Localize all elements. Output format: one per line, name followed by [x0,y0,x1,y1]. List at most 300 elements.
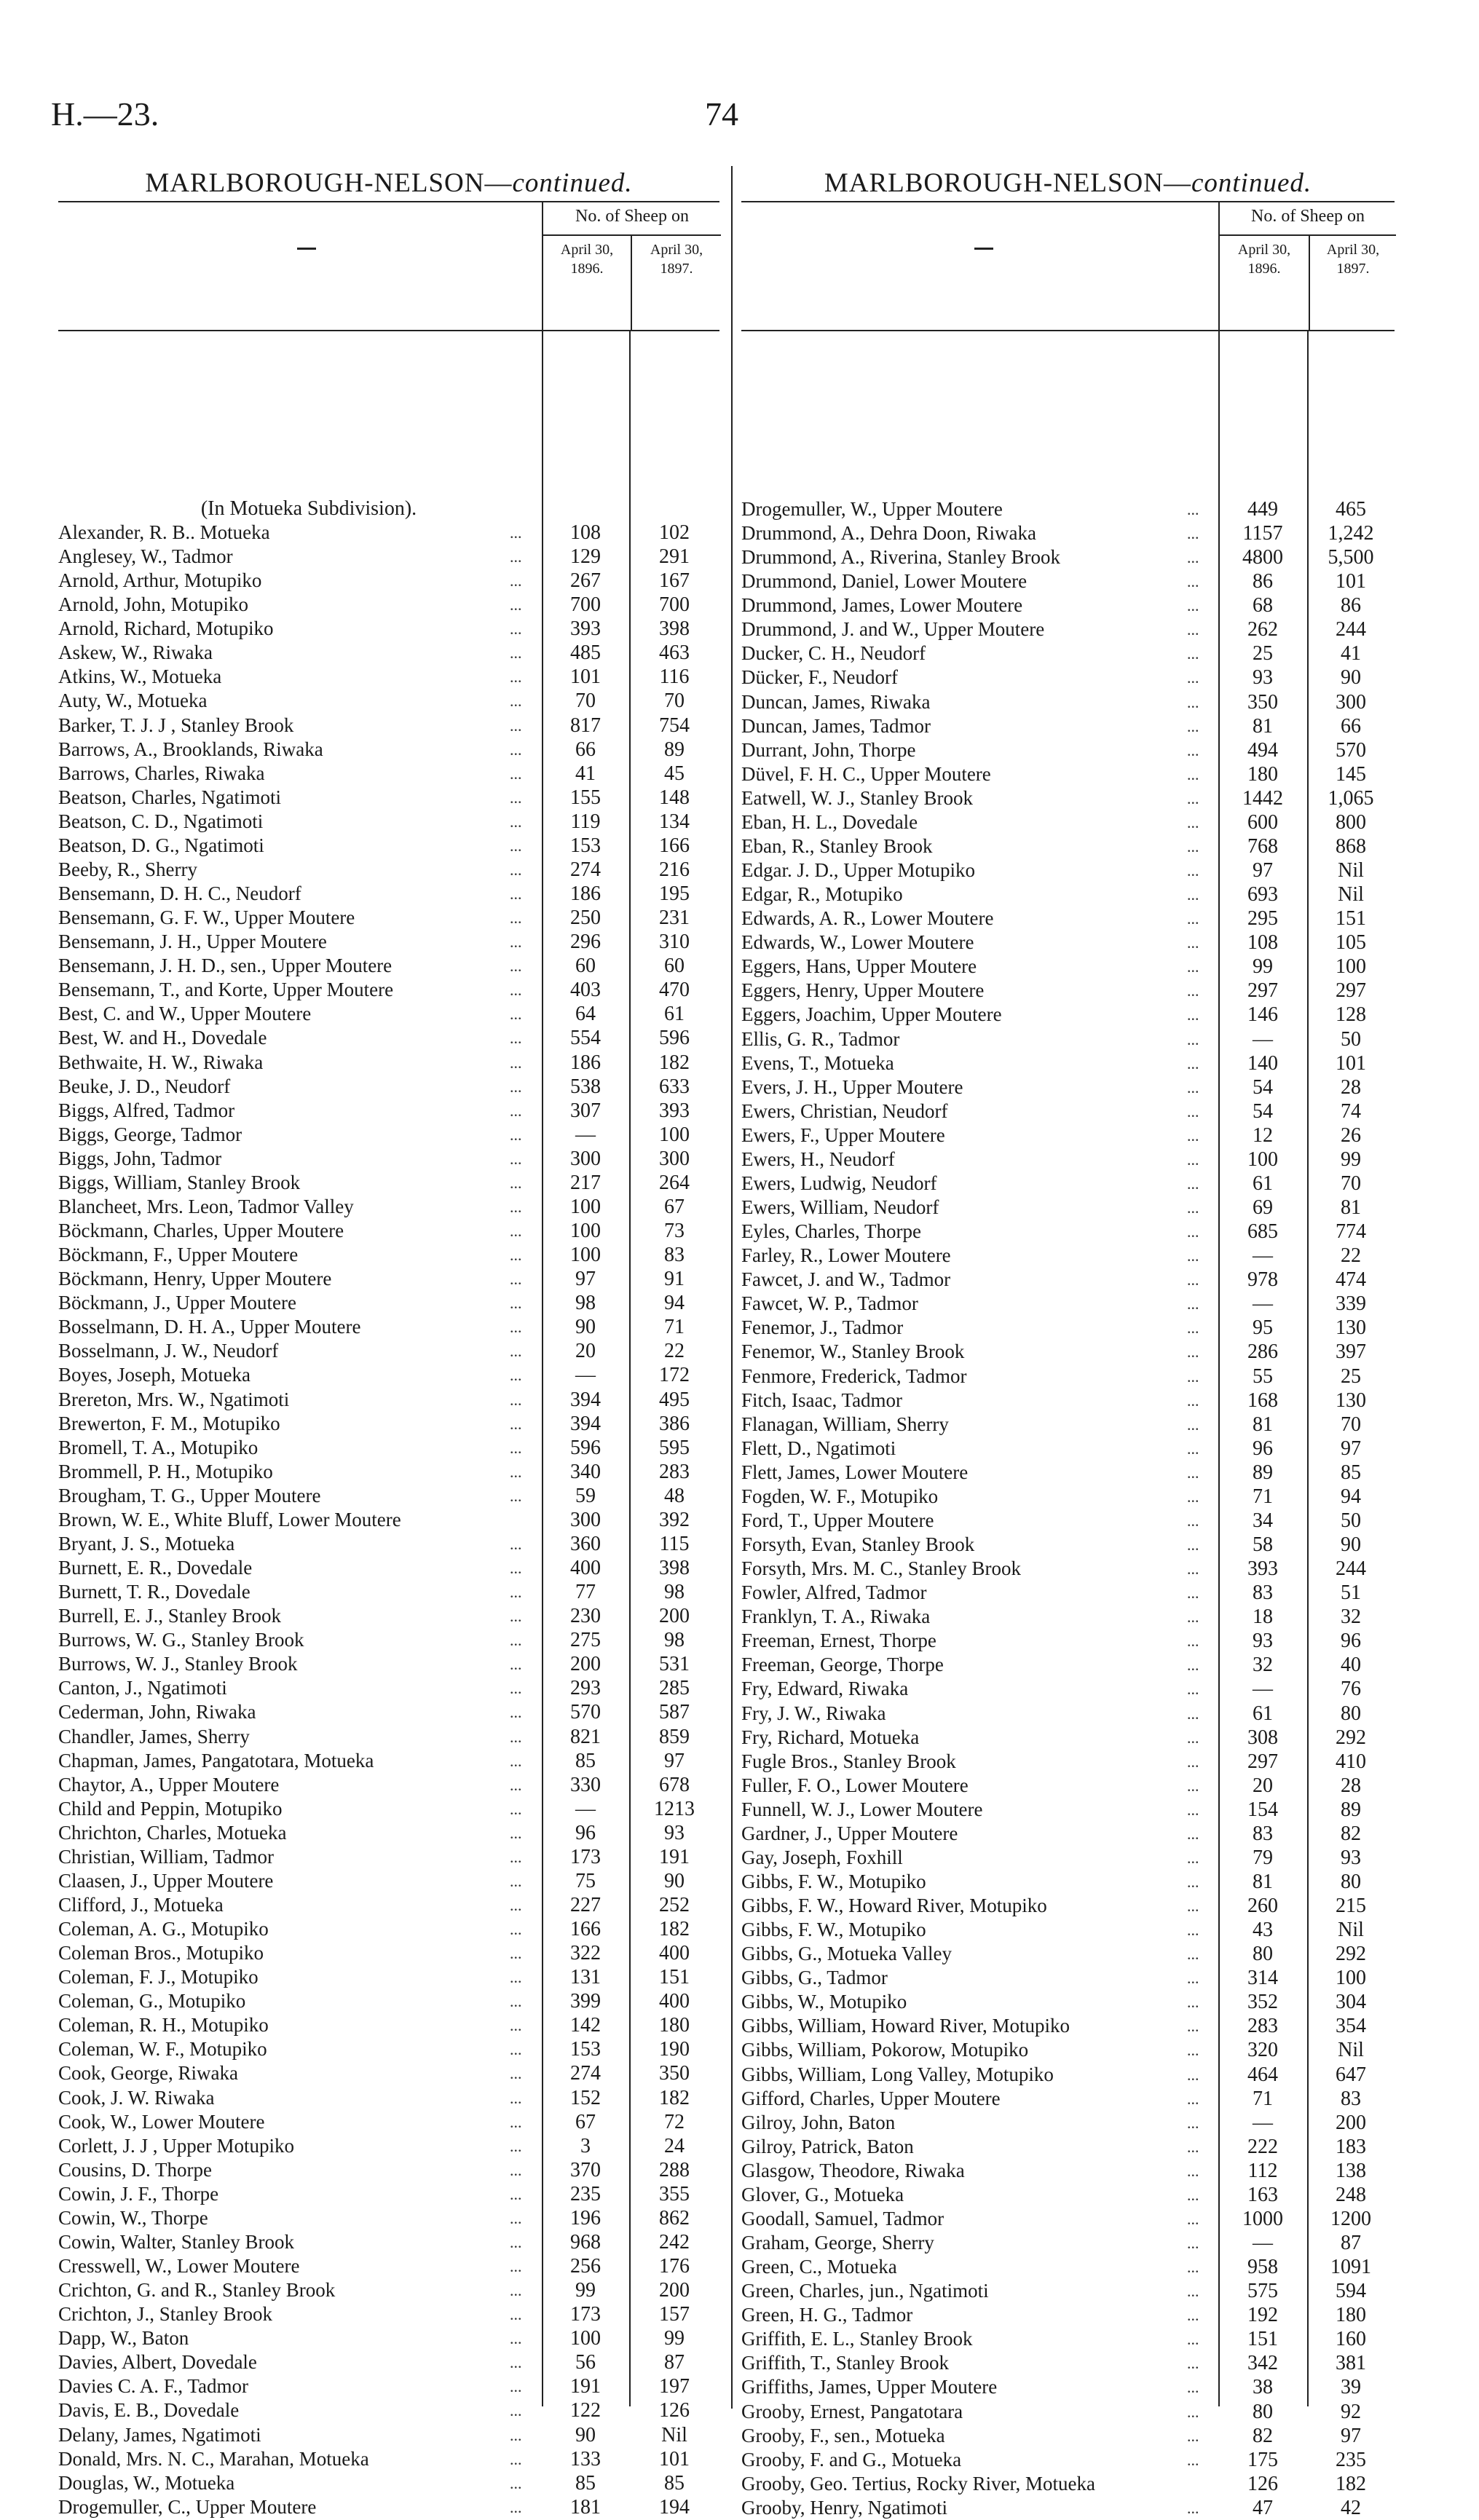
sheep-1897: 90 [664,1869,685,1892]
sheep-1897: 145 [1336,762,1366,786]
sheep-1897: 587 [659,1701,690,1724]
sheep-1897: 310 [659,931,690,954]
owner-name: Drummond, A., Riverina, Stanley Brook [741,546,1060,569]
table-row [741,2448,1395,2472]
sheep-1896: 191 [570,2375,601,2398]
sheep-1896: 68 [1253,594,1273,617]
table-row [741,714,1395,738]
sheep-1896: 153 [570,834,601,857]
table-row [58,1604,719,1628]
table-row [741,1292,1395,1316]
table-row [741,1822,1395,1846]
sheep-1896: 99 [575,2279,596,2302]
leader-dots: ... [510,2377,522,2396]
sheep-1896: 399 [570,1990,601,2013]
leader-dots: ... [510,740,522,759]
page-number: 74 [705,95,738,133]
sheep-1896: 554 [570,1027,601,1050]
leader-dots: ... [1187,1848,1199,1867]
sheep-1896: 817 [570,714,601,737]
sheep-1896: 600 [1247,810,1278,834]
leader-dots: ... [510,644,522,663]
owner-name: Edgar, R., Motupiko [741,883,903,906]
sheep-1897: 71 [664,1316,685,1339]
sheep-1897: 87 [1341,2232,1361,2255]
owner-name: Barrows, A., Brooklands, Riwaka [58,738,323,760]
table-row [58,569,719,593]
sheep-1896: 283 [1247,2015,1278,2038]
sheep-1896: 151 [1247,2328,1278,2351]
sheep-1896: 146 [1247,1003,1278,1027]
sheep-1896: 163 [1247,2183,1278,2206]
sheep-1896: 67 [575,2110,596,2133]
leader-dots: ... [510,668,522,687]
leader-dots: ... [1187,2234,1199,2253]
leader-dots: ... [510,885,522,904]
leader-dots: ... [510,1799,522,1818]
owner-name: Coleman, G., Motupiko [58,1990,246,2013]
table-row [58,1243,719,1267]
owner-name: Edgar. J. D., Upper Motupiko [741,859,975,882]
table-row [58,2326,719,2350]
leader-dots: ... [1187,1897,1199,1916]
owner-name: Ducker, C. H., Neudorf [741,642,926,665]
leader-dots: ... [1187,2450,1199,2469]
table-row [741,1075,1395,1099]
table-row [741,1172,1395,1196]
table-row [741,569,1395,593]
table-row [741,1581,1395,1605]
table-row [741,1437,1395,1461]
table-row [58,665,719,689]
leader-dots: ... [1187,1872,1199,1891]
sheep-1896: 155 [570,786,601,809]
table-row [58,1893,719,1917]
sheep-1896: 267 [570,569,601,593]
sheep-1897: 89 [1341,1798,1361,1821]
sheep-1896: 90 [575,1316,596,1339]
table-row [741,1677,1395,1701]
leader-dots: ... [1187,740,1199,759]
leader-dots: ... [1187,2185,1199,2204]
owner-name: Griffith, T., Stanley Brook [741,2352,949,2374]
table-row [741,1653,1395,1677]
table-row [58,1436,719,1460]
leader-dots: ... [1187,909,1199,928]
sheep-1896: 98 [575,1292,596,1315]
table-row [58,689,719,713]
sheep-1897: 231 [659,907,690,930]
owner-name: Gibbs, F. W., Howard River, Motupiko [741,1895,1047,1917]
sheep-1897: 93 [1341,1846,1361,1869]
table-row [58,617,719,641]
sheep-1897: 91 [664,1268,685,1291]
sheep-1896: 196 [570,2206,601,2229]
leader-dots: ... [1187,1198,1199,1217]
table-row [741,497,1395,521]
owner-name: Fenmore, Frederick, Tadmor [741,1364,967,1387]
sheep-1897: 410 [1336,1750,1366,1773]
sheep-1896: 286 [1247,1340,1278,1364]
owner-name: Fowler, Alfred, Tadmor [741,1581,927,1604]
table-row [58,2158,719,2182]
sheep-1896: 300 [570,1147,601,1170]
leader-dots: ... [1187,1054,1199,1073]
sheep-1896: 70 [575,690,596,713]
table-row [58,2110,719,2134]
sheep-1896: 596 [570,1436,601,1459]
sheep-1897: 128 [1336,1003,1366,1027]
sheep-1896: 403 [570,979,601,1002]
sheep-1896: 81 [1253,1870,1273,1893]
owner-name: Cresswell, W., Lower Moutere [58,2255,300,2278]
sheep-1896: 58 [1253,1533,1273,1556]
sheep-1896: — [1253,1292,1273,1316]
leader-dots: ... [1187,1536,1199,1554]
table-row [741,1461,1395,1485]
sheep-1897: 339 [1336,1292,1366,1316]
sheep-1897: 100 [659,1123,690,1146]
leader-dots: ... [1187,1319,1199,1338]
owner-name: Bensemann, D. H. C., Neudorf [58,882,301,905]
table-row [58,2398,719,2422]
owner-name: Gibbs, W., Motupiko [741,1991,907,2013]
leader-dots: ... [1187,1126,1199,1145]
sheep-1897: 300 [1336,690,1366,714]
sheep-1896: 314 [1247,1967,1278,1990]
owner-name: Ewers, Christian, Neudorf [741,1099,948,1122]
leader-dots: ... [1187,596,1199,615]
leader-dots: ... [1187,981,1199,1000]
sheep-1896: 133 [570,2447,601,2470]
table-row [58,1725,719,1749]
sheep-count-group-header [1218,202,1396,330]
sheep-1896: 175 [1247,2448,1278,2471]
table-row [58,1051,719,1075]
leader-dots: ... [1187,1945,1199,1964]
sheep-1897: 32 [1341,1605,1361,1629]
owner-name: Bensemann, J. H., Upper Moutere [58,931,327,953]
owner-name: Clifford, J., Motueka [58,1893,224,1916]
leader-dots: ... [1187,620,1199,639]
owner-name: Biggs, Alfred, Tadmor [58,1099,235,1121]
sheep-1896: 38 [1253,2376,1273,2399]
sheep-1897: 215 [1336,1895,1366,1918]
sheep-1896: 18 [1253,1605,1273,1629]
table-row [741,2472,1395,2496]
table-row [58,1797,719,1821]
sheep-1897: 101 [1336,1051,1366,1075]
table-row [58,545,719,569]
sheep-1896: 180 [1247,762,1278,786]
leader-dots: ... [1187,1223,1199,1241]
sheep-1896: 222 [1247,2135,1278,2158]
leader-dots: ... [510,548,522,566]
sheep-1897: 595 [659,1436,690,1459]
table-row [741,1051,1395,1075]
leader-dots: ... [510,2232,522,2251]
owner-name: Barrows, Charles, Riwaka [58,762,265,784]
leader-dots: ... [510,1342,522,1361]
sheep-1896: 3 [580,2134,591,2157]
owner-name: Burrows, W. J., Stanley Brook [58,1653,298,1675]
owner-name: Drogemuller, W., Upper Moutere [741,498,1003,520]
owner-name: Fugle Bros., Stanley Brook [741,1750,956,1772]
leader-dots: ... [510,1895,522,1914]
sheep-1896: 166 [570,1918,601,1941]
sheep-1896: 75 [575,1869,596,1892]
right-column-title: MARLBOROUGH-NELSON—continued. [824,168,1312,198]
owner-name: Crichton, J., Stanley Brook [58,2303,272,2326]
sheep-1896: 129 [570,545,601,569]
leader-dots: ... [1187,1560,1199,1579]
sheep-1897: 28 [1341,1075,1361,1099]
sheep-count-group-header [542,202,721,330]
leader-dots: ... [510,1173,522,1192]
table-row [58,762,719,786]
sheep-1896: 693 [1247,883,1278,907]
sheep-1897: 297 [1336,979,1366,1003]
sheep-1896: 1442 [1242,786,1283,810]
sheep-1897: 180 [1336,2304,1366,2327]
leader-dots: ... [1187,2402,1199,2421]
sheep-1896: 43 [1253,1919,1273,1942]
table-row [58,2302,719,2326]
leader-dots: ... [1187,1078,1199,1097]
sheep-1896: 400 [570,1557,601,1579]
leader-dots: ... [1187,1367,1199,1386]
leader-dots: ... [510,1631,522,1650]
sheep-1896: — [1253,1027,1273,1051]
owner-name: Coleman, A. G., Motupiko [58,1918,269,1940]
owner-name: Flett, James, Lower Moutere [741,1461,969,1483]
owner-name: Auty, W., Motueka [58,690,208,712]
table-row [58,2230,719,2254]
owner-name: Green, H. G., Tadmor [741,2304,913,2326]
sheep-1897: 304 [1336,1991,1366,2014]
leader-dots: ... [510,620,522,639]
leader-dots: ... [510,2329,522,2348]
table-row [58,1917,719,1941]
leader-dots: ... [1187,2258,1199,2277]
leader-dots: ... [1187,2065,1199,2084]
owner-name: Davies, Albert, Dovedale [58,2351,257,2374]
table-row [741,2424,1395,2448]
sheep-1896: 352 [1247,1991,1278,2014]
table-row [741,2231,1395,2255]
leader-dots: ... [1187,500,1199,518]
table-row [58,1075,719,1099]
sheep-1897: 89 [664,738,685,761]
sheep-1897: 285 [659,1677,690,1700]
owner-name: Biggs, John, Tadmor [58,1147,222,1169]
group-title: No. of Sheep on [1251,207,1365,226]
sheep-1897: 398 [659,617,690,641]
sheep-1897: 160 [1336,2328,1366,2351]
sheep-1897: Nil [1338,883,1364,907]
col-1896-header: April 30, 1896. [1237,242,1291,277]
leader-dots: ... [510,1246,522,1265]
table-row [58,1123,719,1147]
sheep-1897: 700 [659,593,690,617]
leader-dots: ... [510,1703,522,1722]
right-column [741,166,1395,2519]
sheep-1897: 393 [659,1099,690,1122]
owner-name: Fitch, Isaac, Tadmor [741,1389,903,1411]
sheep-1897: 594 [1336,2280,1366,2303]
owner-name: Freeman, Ernest, Thorpe [741,1630,936,1652]
owner-name: Bosselmann, J. W., Neudorf [58,1340,279,1362]
sheep-1897: 151 [659,1966,690,1989]
leader-dots: ... [1187,1439,1199,1458]
leader-dots: ... [510,1366,522,1385]
owner-name: Brougham, T. G., Upper Moutere [58,1484,321,1506]
sheep-1897: 470 [659,979,690,1002]
table-row [58,1315,719,1339]
sheep-1896: 69 [1253,1196,1273,1220]
left-table-header [58,201,719,331]
sheep-1896: 768 [1247,834,1278,858]
sheep-1896: 59 [575,1484,596,1507]
leader-dots: ... [510,2040,522,2059]
table-row [58,714,719,738]
sheep-1897: 99 [664,2327,685,2350]
sheep-1896: 54 [1253,1099,1273,1123]
leader-dots: ... [1187,885,1199,904]
table-row [741,1244,1395,1268]
group-title: No. of Sheep on [575,207,689,226]
sheep-1897: 264 [659,1171,690,1194]
sheep-1897: 51 [1341,1581,1361,1605]
sheep-1896: 173 [570,1845,601,1868]
leader-dots: ... [510,2160,522,2179]
sheep-1897: 300 [659,1147,690,1170]
sheep-1897: 1,242 [1328,522,1374,545]
leader-dots: ... [1187,2282,1199,2301]
owner-name: Drummond, A., Dehra Doon, Riwaka [741,522,1036,545]
table-row [741,1220,1395,1244]
owner-name: Cook, W., Lower Moutere [58,2110,265,2133]
sheep-1897: 105 [1336,931,1366,955]
leader-dots: ... [510,2305,522,2324]
sheep-1897: 288 [659,2158,690,2181]
leader-dots: ... [510,596,522,615]
sheep-1896: 47 [1253,2496,1273,2519]
table-row [58,2447,719,2471]
sheep-1897: 182 [1336,2472,1366,2495]
sheep-1897: 101 [659,2447,690,2470]
owner-name: Askew, W., Riwaka [58,641,213,664]
leader-dots: ... [510,1871,522,1890]
owner-name: Coleman, R. H., Motupiko [58,2014,269,2037]
table-row [741,2014,1395,2038]
sheep-1897: 216 [659,858,690,881]
table-row [741,690,1395,714]
sheep-1897: 85 [1341,1461,1361,1484]
owner-name: Düvel, F. H. C., Upper Moutere [741,762,991,785]
leader-dots: ... [1187,1295,1199,1314]
sheep-1896: — [575,1123,596,1146]
owner-name: Dapp, W., Baton [58,2327,189,2350]
table-row [741,979,1395,1003]
leader-dots: ... [1187,644,1199,663]
sheep-1897: 94 [664,1292,685,1315]
sheep-1897: 182 [659,1918,690,1941]
table-row [58,1412,719,1436]
sheep-1896: 20 [575,1340,596,1363]
table-row [58,641,719,665]
sheep-1896: 342 [1247,2352,1278,2375]
right-table-header [741,201,1395,331]
leader-dots: ... [510,1751,522,1770]
table-row [741,834,1395,858]
owner-name: Beatson, C. D., Ngatimoti [58,810,264,832]
sheep-1896: 958 [1247,2256,1278,2279]
sheep-1896: 55 [1253,1364,1273,1388]
owner-name: Bensemann, T., and Korte, Upper Moutere [58,979,394,1001]
leader-dots: ... [510,1920,522,1939]
table-row [741,2111,1395,2135]
table-row [741,1099,1395,1123]
sheep-1896: 71 [1253,1485,1273,1508]
sheep-1896: 126 [1247,2472,1278,2495]
table-row [58,2423,719,2447]
table-row [741,1750,1395,1774]
owner-name: Cook, J. W. Riwaka [58,2086,215,2109]
sheep-1897: 463 [659,641,690,665]
owner-name: Bosselmann, D. H. A., Upper Moutere [58,1316,361,1338]
owner-name: Grooby, Ernest, Pangatotara [741,2400,963,2422]
sheep-1896: 41 [575,762,596,785]
sheep-1897: 42 [1341,2496,1361,2519]
owner-name: Bromell, T. A., Motupiko [58,1436,259,1458]
table-row [741,1894,1395,1918]
leader-dots: ... [1187,1584,1199,1603]
leader-dots: ... [1187,2426,1199,2445]
leader-dots: ... [510,1294,522,1313]
sheep-1896: 485 [570,641,601,665]
leader-dots: ... [1187,668,1199,687]
leader-dots: ... [1187,1608,1199,1627]
sheep-1897: 48 [664,1484,685,1507]
leader-dots: ... [510,860,522,879]
owner-name: Gibbs, F. W., Motupiko [741,1870,926,1892]
table-row [58,1556,719,1580]
leader-dots: ... [510,2401,522,2420]
sheep-1897: 398 [659,1557,690,1579]
leader-dots: ... [1187,1030,1199,1048]
sheep-1896: 85 [575,1749,596,1772]
table-row [741,1027,1395,1051]
leader-dots: ... [510,1775,522,1794]
sheep-1897: 134 [659,810,690,833]
sheep-1897: 1091 [1330,2256,1371,2279]
owner-name: Fenemor, J., Tadmor [741,1316,904,1339]
sheep-1897: 183 [1336,2135,1366,2158]
sheep-1896: 108 [1247,931,1278,955]
sheep-1896: 4800 [1242,546,1283,569]
table-row [58,1580,719,1604]
sheep-1897: 800 [1336,810,1366,834]
leader-dots: ... [1187,789,1199,807]
sheep-1897: 61 [664,1003,685,1026]
table-row [58,1989,719,2013]
leader-dots: ... [510,2449,522,2468]
leader-dots: ... [1187,1391,1199,1410]
leader-dots: ... [1187,837,1199,856]
sheep-1896: 186 [570,1051,601,1074]
col-1896-header: April 30, 1896. [560,242,614,277]
